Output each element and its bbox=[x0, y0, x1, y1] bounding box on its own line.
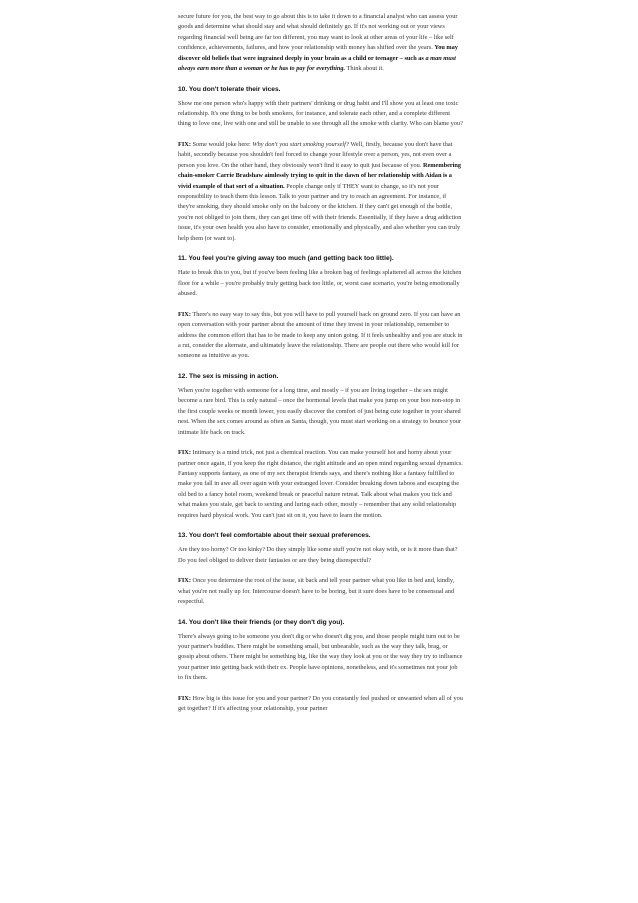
intro-bold-italic: a man must always earn more than a woman or he has to pay for everything. bbox=[178, 54, 456, 73]
intro-text: secure future for you, the best way to go about this is to take it down to a financial analyst who can assess your goods and determine what should stay and what should definitely go. If it's not working out or your views regarding financial well being are far too different, you may want to look at other areas of your life – like self confidence, achievements, failures, and how your relationship with money has shifted over the years. bbox=[178, 13, 458, 52]
article-page bbox=[178, 12, 464, 725]
section-heading: 10. You don't tolerate their vices. bbox=[178, 85, 281, 93]
section-body: Show me one person who's happy with their partners' drinking or drug habit and I'll show you at least one toxic relationship. It's one thing to be both smokers, for instance, and tolerate each other, and a complete different thing to love one, live with one and still be unable to see through all the smoke with clarity. Who can blame you? bbox=[178, 99, 463, 128]
section-heading: 14. You don't like their friends (or they don't dig you). bbox=[178, 618, 345, 626]
section-11 bbox=[178, 254, 464, 361]
intro-end: Think about it. bbox=[345, 65, 384, 73]
intro-bold: You may discover old beliefs that were ingrained deeply in your brain as a child or teenager – such as bbox=[178, 44, 458, 62]
intro-paragraph bbox=[178, 12, 464, 74]
section-heading: 11. You feel you're giving away too much (and getting back too little). bbox=[178, 255, 394, 263]
fix-paragraph: FIX: Intimacy is a mind trick, not just a chemical reaction. You can make yourself hot and horny about your partner once again, if you keep the right distance, the right attitude and an open mind regarding sexual dynamics. Fantasy supports fantasy, as one of my sex therapist friends says, and there's nothing like a fantasy fulfilled to make you fall in awe all over again with your estranged lover. Consider breaking down taboos and escaping the old bed to a fancy hotel room, weekend break or peaceful nature retreat. Talk about what makes you tick and what makes you stale, get back to sexting and luring each other, mostly – remember that any solid relationship requires hard physical work. You can't just sit on it, you have to learn the motion. bbox=[178, 449, 463, 519]
fix-paragraph: FIX: There's no easy way to say this, but you will have to pull yourself back on ground zero. If you can have an open conversation with your partner about the amount of time they invest in your relationship, remember to address the common effort that has to be made to keep any union going. If it feels unhealthy and you are stuck in a rut, consider the alternate, and ultimately leave the relationship. There are people out there who would kill for someone as intuitive as you. bbox=[178, 310, 463, 360]
section-14 bbox=[178, 618, 464, 715]
section-heading: 13. You don't feel comfortable about their sexual preferences. bbox=[178, 532, 371, 540]
fix-paragraph: FIX: Once you determine the root of the issue, sit back and tell your partner what you like in bed and, kindly, what you're not really up for. Intercourse doesn't have to be boring, but it sure does have to be consensual and respectful. bbox=[178, 577, 455, 605]
section-heading: 12. The sex is missing in action. bbox=[178, 372, 279, 380]
section-13 bbox=[178, 531, 464, 607]
section-body: Hate to break this to you, but if you've been feeling like a broken bag of feelings splattered all across the kitchen floor for a while – you're probably truly getting back too little, or, worst case scenario, you're being emotionally abused. bbox=[178, 269, 462, 298]
section-body: There's always going to be someone you don't dig or who doesn't dig you, and those people might turn out to be your partner's buddies. There might be something small, but unbearable, such as the way they talk, brag, or gossip about others. There might be something big, like the way they look at you or the way they try to influence your partner into getting back with their ex. People have opinions, nonetheless, and it's sometimes not your job to fix them. bbox=[178, 632, 463, 682]
fix-paragraph: FIX: Some would joke here: Why don't you start smoking yourself? Well, firstly, because you don't have that habit, secondly because you shouldn't feel forced to change your lifestyle over a person, yes, not even over a person you love. On the other hand, they obviously won't find it easy to quit just because of you. Remembering chain-smoker Carrie Bradshaw aimlessly trying to quit in the dawn of her relationship with Aidan is a vivid example of that sort of a situation. People change only if THEY want to change, so it's not your responsibility to teach them this lesson. Talk to your partner and try to reach an agreement. For instance, if they're smoking, they should smoke only on the balcony or the kitchen. If they can't get enough of the bottle, you're not obliged to join them, they can get time off with their friends. Essentially, if they have a drug addiction issue, it's your own health you also have to consider, emotionally and physically, and also whether you can truly help them (or want to). bbox=[178, 141, 462, 242]
fix-paragraph: FIX: How big is this issue for you and your partner? Do you constantly feel pushed or unwanted when all of you get together? If it's affecting your relationship, your partner bbox=[178, 694, 463, 713]
section-10 bbox=[178, 85, 464, 244]
section-body: Are they too horny? Or too kinky? Do they simply like some stuff you're not okay with, or is it more than that? Do you feel obliged to deliver their fantasies or are they being disrespectful? bbox=[178, 546, 458, 564]
section-12 bbox=[178, 372, 464, 521]
section-body: When you're together with someone for a long time, and mostly – if you are living together – the sex might become a rare bird. This is only natural – once the hormonal levels that make you jump on your boo non-stop in the first couple weeks or month lower, you easily discover the comfort of just being cute together in your shared nest. When the sex comes around as often as Santa, though, you must start working on a strategy to bounce your intimate life back on track. bbox=[178, 386, 462, 436]
